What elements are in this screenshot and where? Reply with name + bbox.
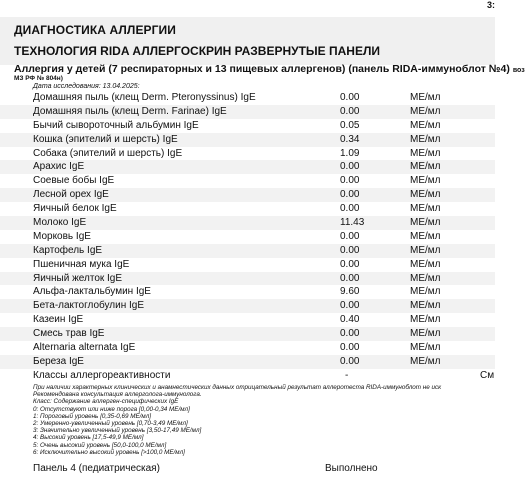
result-value: 0.05 [340, 119, 360, 131]
result-row [0, 147, 495, 161]
result-value: 0.00 [340, 203, 360, 215]
classes-row-unit: См [480, 370, 495, 381]
result-value: 1.09 [340, 147, 360, 159]
result-unit: МЕ/мл [410, 230, 441, 242]
result-unit: МЕ/мл [410, 161, 441, 173]
panel-title-text: Аллергия у детей (7 респираторных и 13 пищевых аллергенов) (панель RIDA-иммуноблот №4) [14, 63, 510, 75]
page-corner-label: 3: [486, 0, 495, 10]
result-row [0, 299, 495, 313]
result-name: Альфа-лактальбумин IgE [33, 286, 151, 298]
panel-title-tail: воз [512, 67, 525, 74]
result-unit: МЕ/мл [410, 286, 441, 298]
result-name: Лесной орех IgE [33, 189, 109, 201]
note-line: 2: Умеренно-увеличенный уровень [0,70-3,49 МЕ/мл] [33, 420, 188, 428]
result-value: 0.00 [340, 230, 360, 242]
result-row [0, 327, 495, 341]
result-unit: МЕ/мл [410, 203, 441, 215]
result-name: Морковь IgE [33, 230, 91, 242]
note-line: 6: Исключительно высокий уровень [>100,0 МЕ/мл] [33, 448, 185, 456]
result-row [0, 119, 495, 133]
result-value: 0.00 [340, 342, 360, 354]
result-value: 0.40 [340, 314, 360, 326]
result-name: Яичный белок IgE [33, 203, 117, 215]
result-value: 0.00 [340, 161, 360, 173]
panel-status-value: Выполнено [325, 463, 378, 474]
note-line: 4: Высокий уровень [17,5-49,9 МЕ/мл] [33, 434, 144, 442]
result-unit: МЕ/мл [410, 147, 441, 159]
result-name: Молоко IgE [33, 217, 87, 229]
result-value: 0.00 [340, 92, 360, 103]
result-name: Смесь трав IgE [33, 328, 105, 340]
classes-row-value: - [345, 370, 349, 381]
result-unit: МЕ/мл [410, 342, 441, 354]
result-unit: МЕ/мл [410, 328, 441, 340]
result-name: Собака (эпителий и шерсть) IgE [33, 147, 183, 159]
result-name: Бета-лактоглобулин IgE [33, 300, 145, 312]
result-name: Бычий сывороточный альбумин IgE [33, 119, 199, 131]
result-unit: МЕ/мл [410, 272, 441, 284]
result-unit: МЕ/мл [410, 119, 441, 131]
result-value: 9.60 [340, 286, 360, 298]
section-title: ДИАГНОСТИКА АЛЛЕРГИИ [14, 23, 177, 37]
result-row [0, 174, 495, 188]
result-row [0, 91, 495, 105]
result-name: Alternaria alternata IgE [33, 342, 136, 354]
result-value: 0.00 [340, 244, 360, 256]
result-name: Пшеничная мука IgE [33, 258, 130, 270]
result-name: Яичный желток IgE [33, 272, 123, 284]
result-unit: МЕ/мл [410, 355, 441, 367]
result-row [0, 258, 495, 272]
result-row [0, 216, 495, 230]
note-line: 3: Значительно увеличенный уровень [3,50-17,49 МЕ/мл] [33, 427, 202, 435]
result-unit: МЕ/мл [410, 300, 441, 312]
result-unit: МЕ/мл [410, 133, 441, 145]
classes-row [0, 369, 495, 383]
panel-title [14, 63, 525, 75]
result-value: 0.00 [340, 272, 360, 284]
note-line: 5: Очень высокий уровень [50,0-100,0 МЕ/мл] [33, 441, 167, 449]
result-name: Домашняя пыль (клещ Derm. Pteronyssinus) IgE [33, 92, 256, 103]
result-row [0, 160, 495, 174]
result-row [0, 285, 495, 299]
panel-status-name: Панель 4 (педиатрическая) [33, 463, 160, 474]
result-value: 0.00 [340, 355, 360, 367]
note-line: 1: Пороговый уровень [0,35-0,69 МЕ/мл] [33, 412, 152, 420]
panel-order-reference: МЗ РФ № 804н) [14, 75, 63, 82]
result-row [0, 341, 495, 355]
result-row [0, 230, 495, 244]
result-unit: МЕ/мл [410, 175, 441, 187]
result-name: Казеин IgE [33, 314, 84, 326]
result-unit: МЕ/мл [410, 92, 441, 103]
result-value: 0.34 [340, 133, 360, 145]
result-unit: МЕ/мл [410, 258, 441, 270]
result-row [0, 272, 495, 286]
result-row [0, 244, 495, 258]
result-row [0, 313, 495, 327]
study-date: Дата исследования: 13.04.2025: [33, 83, 140, 90]
result-value: 0.00 [340, 258, 360, 270]
result-name: Береза IgE [33, 355, 84, 367]
result-value: 0.00 [340, 175, 360, 187]
note-line: 0: Отсутствуют или ниже порога [0,00-0,34 МЕ/мл] [33, 405, 190, 413]
result-value: 0.00 [340, 105, 360, 117]
result-row [0, 105, 495, 119]
result-value: 0.00 [340, 300, 360, 312]
note-line: Класс: Содержание аллерген-специфических IgE [33, 398, 179, 406]
section-subtitle: ТЕХНОЛОГИЯ RIDA АЛЛЕРГОСКРИН РАЗВЕРНУТЫЕ ПАНЕЛИ [14, 44, 381, 58]
interpretation-notes [33, 384, 441, 456]
classes-row-name: Классы аллергореактивности [33, 370, 171, 381]
result-row [0, 202, 495, 216]
results-table [0, 91, 495, 369]
result-value: 11.43 [340, 217, 365, 229]
result-unit: МЕ/мл [410, 189, 441, 201]
result-name: Картофель IgE [33, 244, 103, 256]
result-row [0, 355, 495, 369]
result-name: Соевые бобы IgE [33, 175, 115, 187]
result-unit: МЕ/мл [410, 105, 441, 117]
result-unit: МЕ/мл [410, 217, 441, 229]
result-name: Домашняя пыль (клещ Derm. Farinae) IgE [33, 105, 227, 117]
result-unit: МЕ/мл [410, 314, 441, 326]
note-line: Рекомендована консультация аллерголога-иммунолога. [33, 391, 202, 399]
result-name: Арахис IgE [33, 161, 85, 173]
panel-status-row [0, 462, 495, 476]
result-unit: МЕ/мл [410, 244, 441, 256]
result-value: 0.00 [340, 328, 360, 340]
result-row [0, 188, 495, 202]
note-line: При наличии характерных клинических и анамнестических данных отрицательный результат аллеротеста RIDA-иммуноблот не иск [33, 384, 442, 391]
result-value: 0.00 [340, 189, 360, 201]
result-name: Кошка (эпителий и шерсть) IgE [33, 133, 178, 145]
result-row [0, 133, 495, 147]
